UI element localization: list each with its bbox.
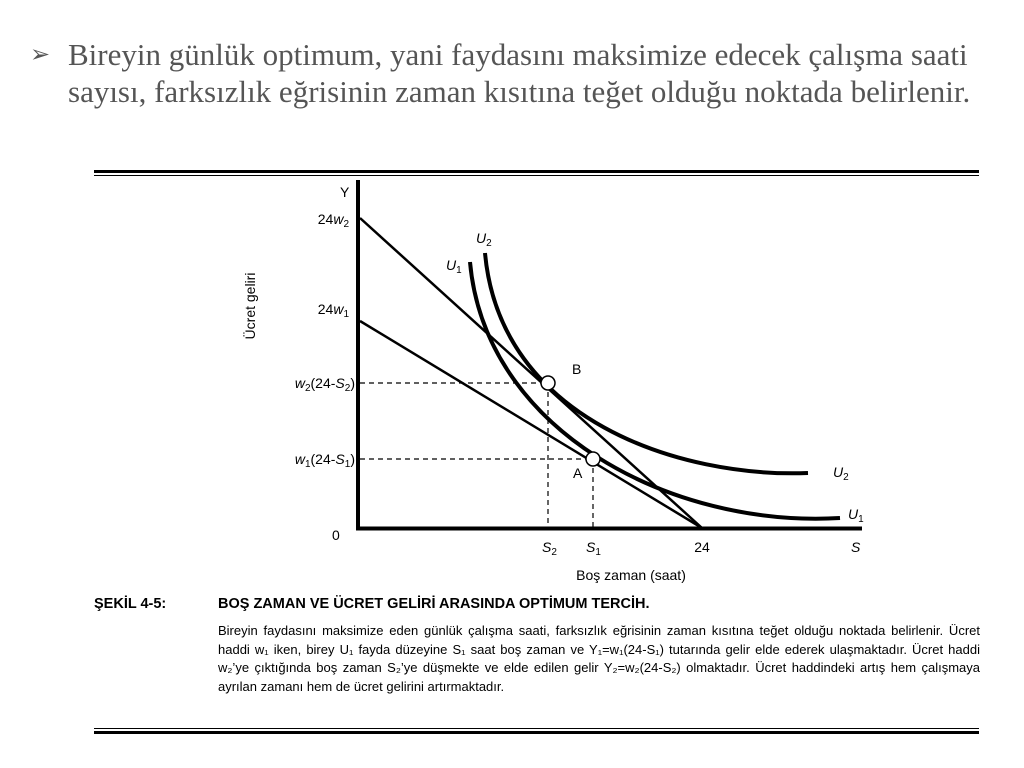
- point-b-marker: [541, 376, 555, 390]
- x-axis-end-letter: S: [851, 539, 861, 555]
- y-tick-a-income: $w_1(24-S_1)$: [294, 451, 355, 470]
- budget-line-w1: [360, 321, 702, 528]
- x-tick-s1: $S_1$: [586, 539, 601, 558]
- origin-label: 0: [332, 527, 340, 543]
- x-tick-24: 24: [694, 539, 710, 555]
- curve-label-u1-top: $U_1$: [446, 257, 462, 276]
- bottom-rule-thick: [94, 731, 979, 734]
- y-axis-title: Ücret geliri: [242, 272, 258, 340]
- curve-label-u2-top: $U_2$: [476, 230, 492, 249]
- point-a-label: A: [573, 465, 583, 481]
- indifference-curve-u2: [485, 253, 808, 473]
- y-tick-24w1: $24w_1$: [317, 301, 349, 320]
- caption-title: BOŞ ZAMAN VE ÜCRET GELİRİ ARASINDA OPTİMUM TERCİH.: [218, 596, 650, 612]
- caption-body: Bireyin faydasını maksimize eden günlük çalışma saati, farksızlık eğrisinin zaman kısıtına teğet olduğu noktada belirlenir. Ücret haddi w₁ iken, birey U₁ fayda düzeyine S₁ saat boş zaman ve Y₁=w₁(24-S₁) tutarında gelir elde ederek ulaşmaktadır. Ücret haddi w₂’ye çıktığında boş zaman S₂’ye düşmekte ve elde edilen gelir Y₂=w₂(24-S₂) olmaktadır. Ücret haddindeki artış hem çalışmaya ayrılan zamanı hem de ücret gelirini artırmaktadır.: [218, 623, 980, 694]
- curve-label-u2-right: $U_2$: [833, 464, 849, 483]
- y-axis-letter: Y: [340, 184, 350, 200]
- arrow-bullet-icon: ➢: [30, 40, 51, 68]
- y-tick-b-income: $w_2(24-S_2)$: [294, 375, 355, 394]
- budget-line-w2: [360, 218, 702, 528]
- point-a-marker: [586, 452, 600, 466]
- curve-label-u1-right: $U_1$: [848, 506, 864, 525]
- x-axis-title: Boş zaman (saat): [576, 567, 686, 583]
- y-tick-24w2: $24w_2$: [317, 211, 349, 230]
- bullet-text: Bireyin günlük optimum, yani faydasını maksimize edecek çalışma saati sayısı, farksızlık eğrisinin zaman kısıtına teğet olduğu noktada belirlenir.: [68, 37, 971, 109]
- point-b-label: B: [572, 361, 582, 377]
- indifference-curve-u1: [470, 262, 840, 519]
- x-tick-s2: $S_2$: [542, 539, 557, 558]
- bottom-rule-thin: [94, 728, 979, 729]
- caption-label: ŞEKİL 4-5:: [94, 596, 167, 612]
